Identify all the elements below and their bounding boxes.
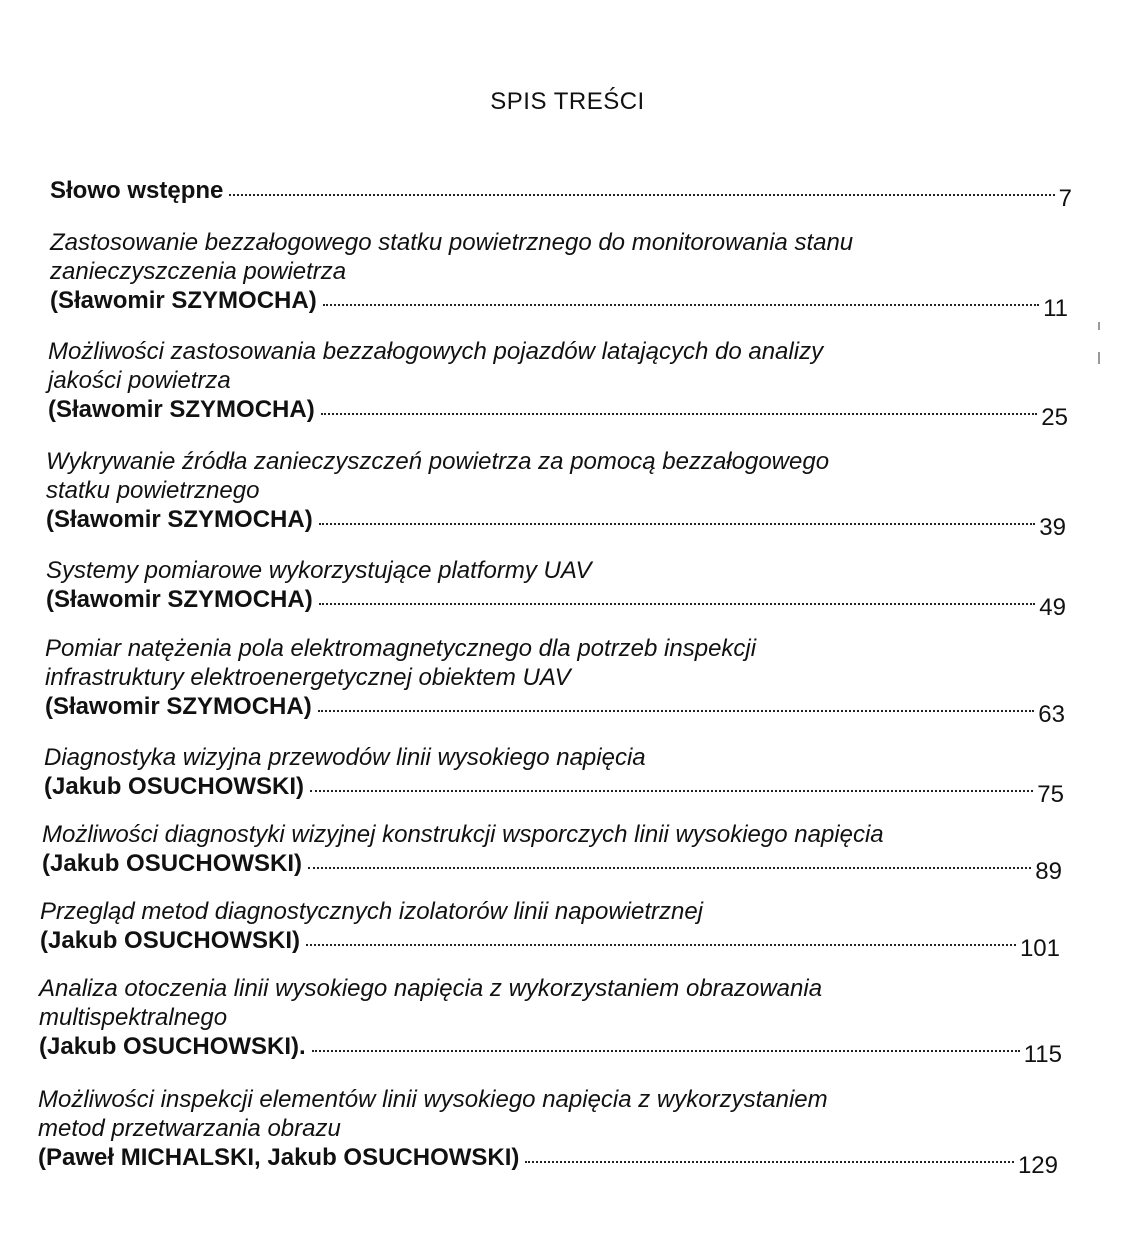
- toc-entry-author-group: [46, 505, 313, 535]
- toc-entry-author: Słowo wstępne: [50, 177, 224, 204]
- toc-entry-page-number: 39: [1039, 514, 1066, 541]
- author-close-paren: ): [306, 396, 315, 423]
- author-open-paren: (: [50, 287, 58, 314]
- author-open-paren: (: [42, 850, 50, 877]
- toc-entry-author-group: [44, 772, 304, 802]
- dot-leader: [323, 290, 1039, 308]
- toc-entry[interactable]: [40, 897, 1060, 962]
- author-open-paren: (: [38, 1144, 46, 1171]
- toc-entry-author-line: [48, 395, 1068, 431]
- toc-entry[interactable]: [45, 634, 1065, 728]
- toc-entry-author-line: [38, 1143, 1058, 1179]
- author-open-paren: (: [48, 396, 56, 423]
- toc-entry[interactable]: [39, 974, 1062, 1068]
- author-open-paren: (: [44, 773, 52, 800]
- author-close-paren: ): [511, 1144, 520, 1171]
- dot-leader: [321, 399, 1038, 417]
- toc-entry-author-line: [40, 926, 1060, 962]
- toc-entry-page-number: 25: [1041, 404, 1068, 431]
- author-open-paren: (: [46, 586, 54, 613]
- author-open-paren: (: [45, 693, 53, 720]
- toc-entry-author-group: [40, 926, 300, 956]
- dot-leader: [308, 853, 1031, 871]
- toc-entry-author-group: [45, 692, 312, 722]
- toc-entry-author: Jakub OSUCHOWSKI: [48, 927, 293, 954]
- toc-entry-page-number: 115: [1023, 1041, 1062, 1068]
- author-close-paren: ): [304, 586, 313, 613]
- author-open-paren: (: [39, 1033, 47, 1060]
- toc-entry-title-line: Zastosowanie bezzałogowego statku powietrznego do monitorowania stanu: [50, 229, 854, 256]
- toc-entry-author-group: [42, 849, 302, 879]
- toc-entry-title-line: zanieczyszczenia powietrza: [50, 258, 347, 285]
- toc-entry-title-line: Systemy pomiarowe wykorzystujące platformy UAV: [46, 557, 592, 584]
- toc-entry-title-line: Przegląd metod diagnostycznych izolatorów linii napowietrznej: [40, 898, 704, 925]
- toc-entry-title-line: Diagnostyka wizyjna przewodów linii wysokiego napięcia: [44, 744, 646, 771]
- dot-leader: [319, 589, 1036, 607]
- toc-entry-title-line: infrastruktury elektroenergetycznej obiektem UAV: [45, 664, 571, 691]
- scan-margin-mark: [1098, 322, 1100, 330]
- toc-entry[interactable]: [50, 228, 1068, 322]
- toc-entry-author-line: [50, 286, 1068, 322]
- toc-entry-author-line: [50, 176, 1072, 212]
- toc-entry-author: Paweł MICHALSKI, Jakub OSUCHOWSKI: [46, 1144, 512, 1171]
- toc-entry-author-group: [38, 1143, 519, 1173]
- toc-entry-title-line: jakości powietrza: [48, 367, 231, 394]
- toc-entry-author-line: [46, 585, 1066, 621]
- toc-entry-author-line: [42, 849, 1062, 885]
- page-title: SPIS TREŚCI: [490, 88, 645, 115]
- toc-entry[interactable]: [50, 176, 1072, 212]
- author-close-paren: ): [292, 927, 301, 954]
- toc-entry-page-number: 101: [1019, 935, 1060, 962]
- toc-entry-title-line: statku powietrznego: [46, 477, 260, 504]
- toc-entry-author-line: [46, 505, 1066, 541]
- toc-entry-page-number: 75: [1037, 781, 1064, 808]
- toc-entry-title-line: Możliwości inspekcji elementów linii wysokiego napięcia z wykorzystaniem: [38, 1086, 828, 1113]
- toc-entry-title-line: Możliwości diagnostyki wizyjnej konstrukcji wsporczych linii wysokiego napięcia: [42, 821, 884, 848]
- toc-entry[interactable]: [42, 820, 1062, 885]
- dot-leader: [306, 930, 1016, 948]
- author-close-paren: ).: [291, 1033, 306, 1060]
- toc-entry[interactable]: [44, 743, 1064, 808]
- toc-entry[interactable]: [48, 337, 1068, 431]
- dot-leader: [229, 180, 1054, 198]
- toc-entry-author: Sławomir SZYMOCHA: [56, 396, 307, 423]
- dot-leader: [318, 696, 1035, 714]
- toc-entry-author: Jakub OSUCHOWSKI: [47, 1033, 292, 1060]
- toc-entry-author-line: [39, 1032, 1062, 1068]
- author-open-paren: (: [46, 506, 54, 533]
- author-close-paren: ): [296, 773, 305, 800]
- toc-entry-author-group: [50, 176, 223, 206]
- toc-entry-page-number: 49: [1039, 594, 1066, 621]
- author-close-paren: ): [308, 287, 317, 314]
- toc-entry-title-line: Pomiar natężenia pola elektromagnetycznego dla potrzeb inspekcji: [45, 635, 757, 662]
- toc-entry-author-line: [44, 772, 1064, 808]
- toc-entry-author: Jakub OSUCHOWSKI: [52, 773, 297, 800]
- toc-entry-author: Sławomir SZYMOCHA: [53, 693, 304, 720]
- dot-leader: [312, 1036, 1020, 1054]
- dot-leader: [310, 776, 1033, 794]
- toc-entry-author: Sławomir SZYMOCHA: [58, 287, 309, 314]
- toc-entry-page-number: 11: [1043, 295, 1068, 322]
- toc-entry-author-group: [50, 286, 317, 316]
- toc-entry-author-line: [45, 692, 1065, 728]
- toc-entry-author: Jakub OSUCHOWSKI: [50, 850, 295, 877]
- toc-entry-author-group: [46, 585, 313, 615]
- author-open-paren: (: [40, 927, 48, 954]
- author-close-paren: ): [294, 850, 303, 877]
- author-close-paren: ): [303, 693, 312, 720]
- author-close-paren: ): [304, 506, 313, 533]
- dot-leader: [525, 1147, 1014, 1165]
- toc-entry-title-line: Wykrywanie źródła zanieczyszczeń powietrza za pomocą bezzałogowego: [46, 448, 830, 475]
- toc-entry-author-group: [39, 1032, 306, 1062]
- toc-entry-author: Sławomir SZYMOCHA: [54, 506, 305, 533]
- toc-entry-author-group: [48, 395, 315, 425]
- toc-entry-author: Sławomir SZYMOCHA: [54, 586, 305, 613]
- toc-entry-page-number: 89: [1035, 858, 1062, 885]
- toc-entry-page-number: 129: [1017, 1152, 1058, 1179]
- toc-entry-title-line: multispektralnego: [39, 1004, 228, 1031]
- dot-leader: [319, 509, 1036, 527]
- toc-entry-title-line: Możliwości zastosowania bezzałogowych pojazdów latających do analizy: [48, 338, 824, 365]
- toc-entry-page-number: 63: [1038, 701, 1065, 728]
- toc-entry[interactable]: [46, 447, 1066, 541]
- toc-entry[interactable]: [38, 1085, 1058, 1179]
- toc-entry[interactable]: [46, 556, 1066, 621]
- toc-entry-title-line: Analiza otoczenia linii wysokiego napięcia z wykorzystaniem obrazowania: [39, 975, 823, 1002]
- scan-margin-mark: [1098, 352, 1100, 364]
- toc-entry-title-line: metod przetwarzania obrazu: [38, 1115, 341, 1142]
- toc-entry-page-number: 7: [1058, 185, 1072, 212]
